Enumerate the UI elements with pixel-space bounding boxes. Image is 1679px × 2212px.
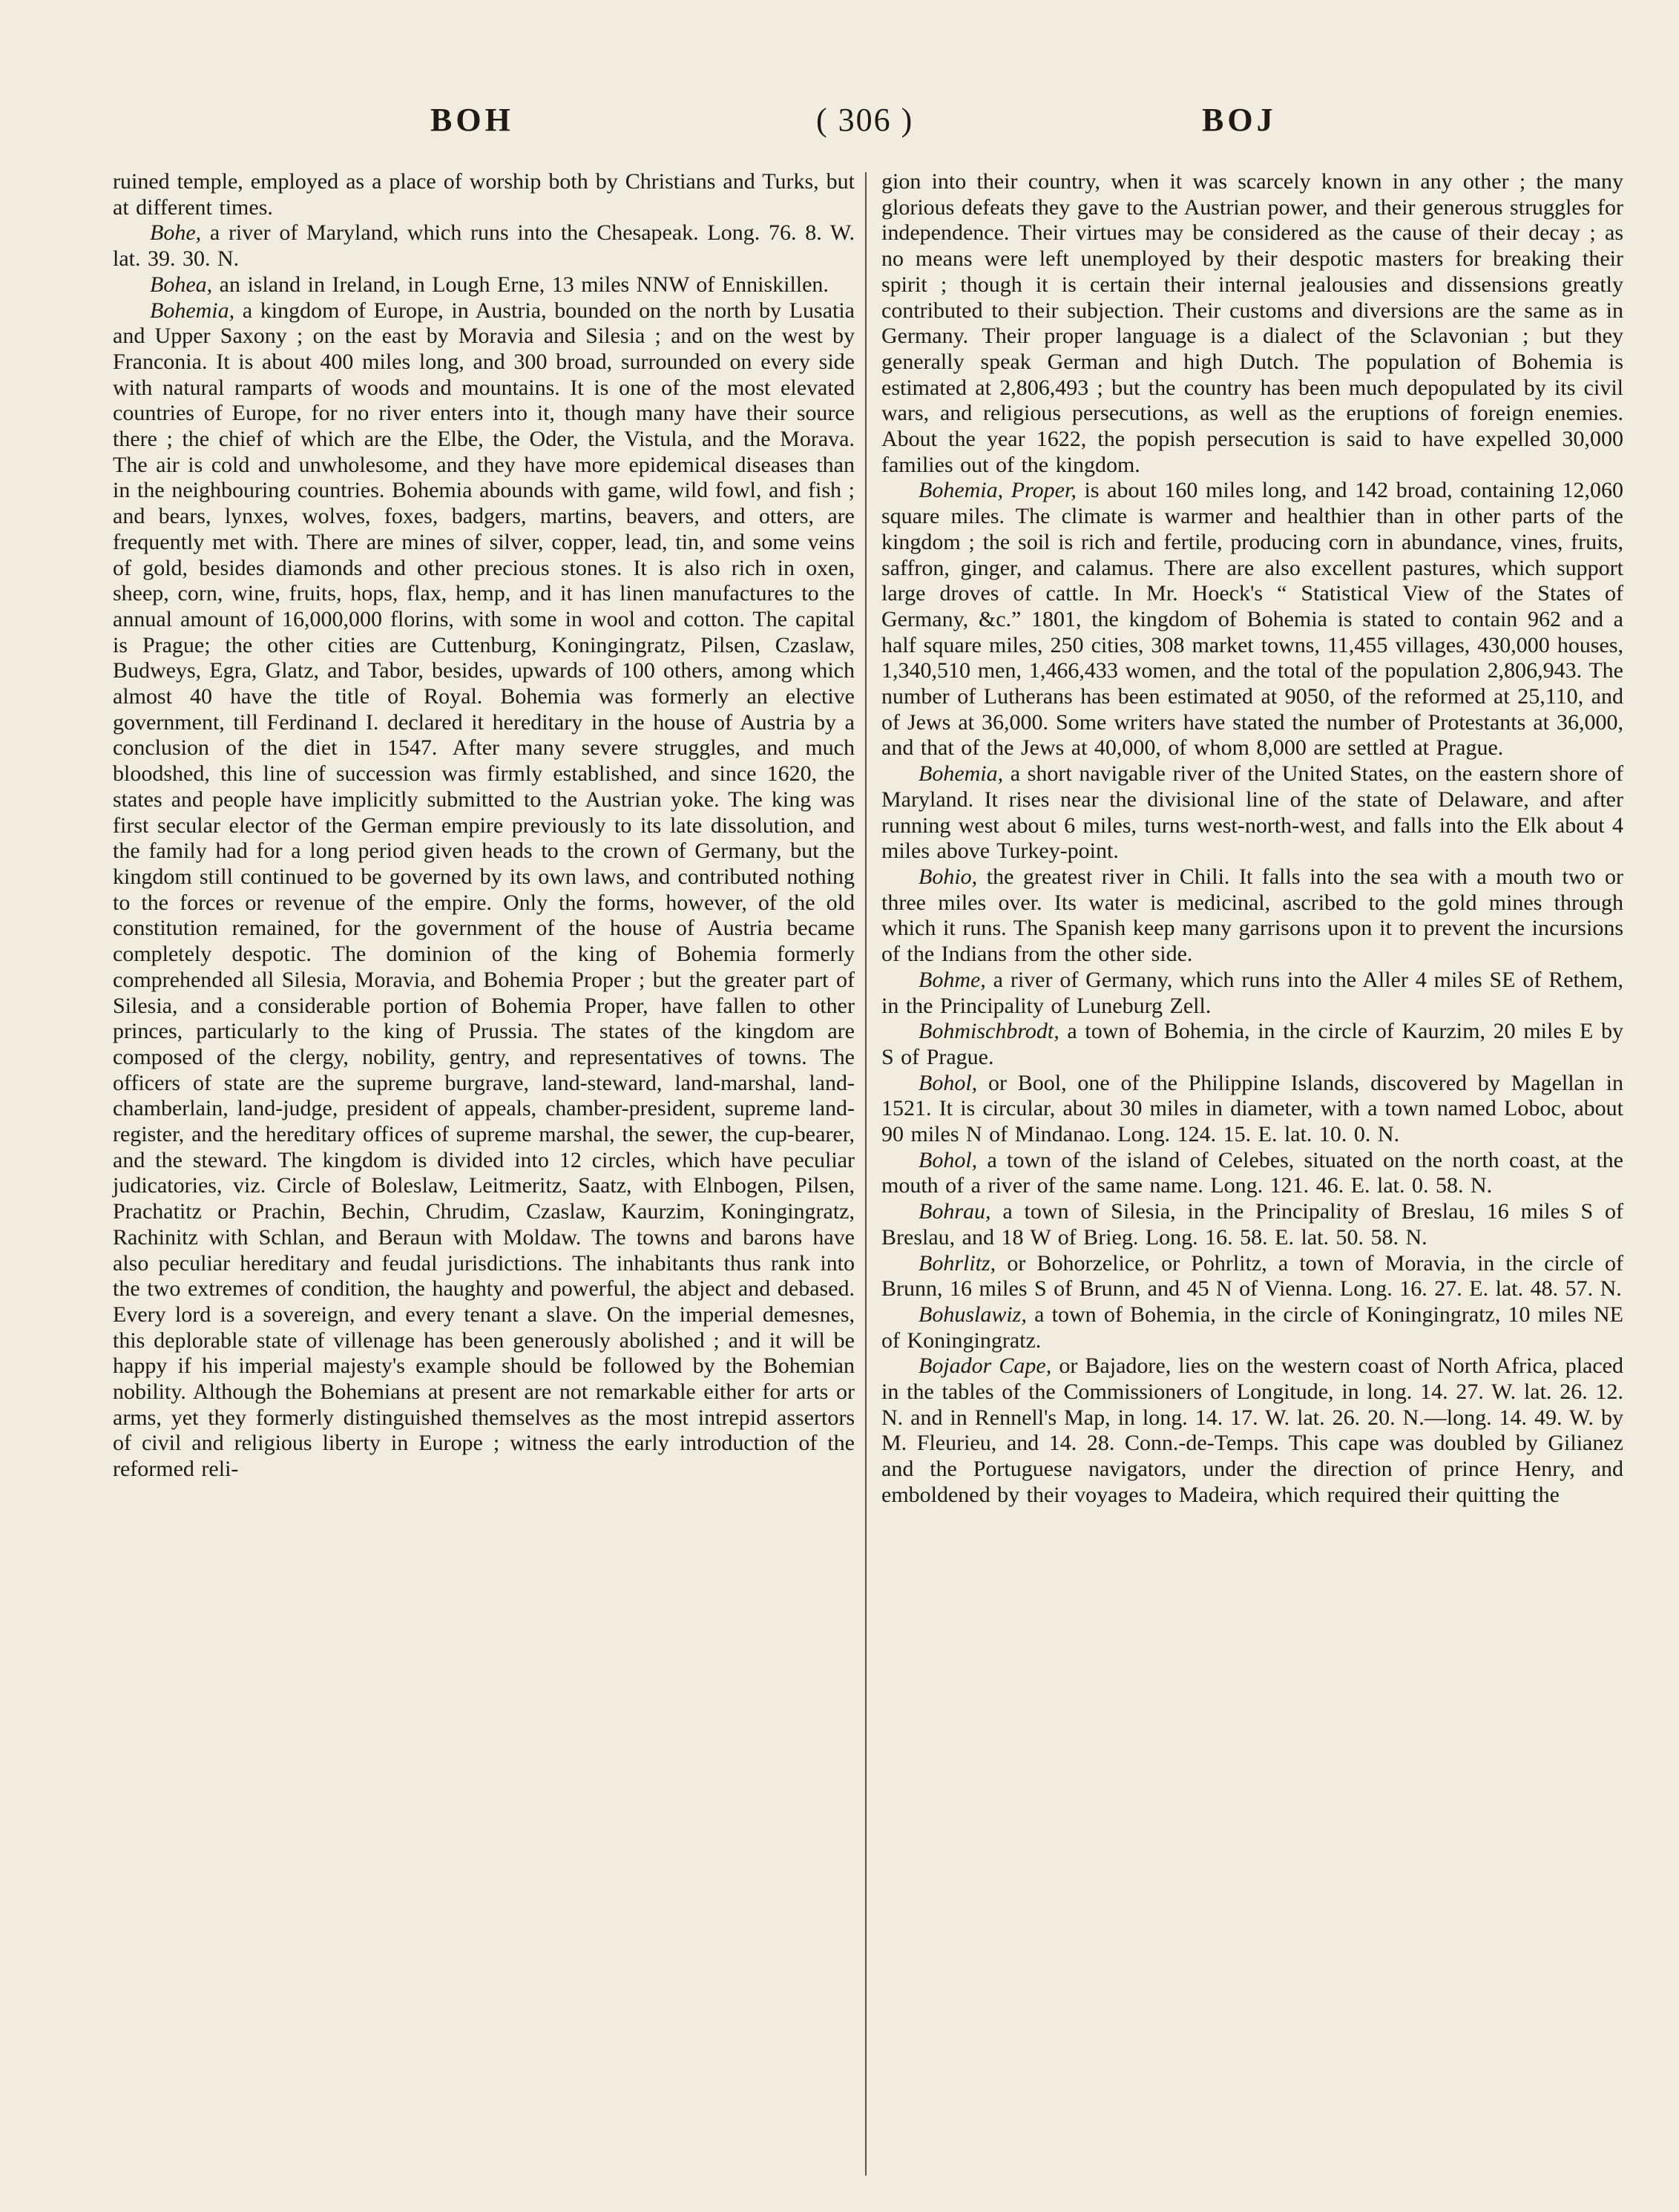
dictionary-entry xyxy=(113,169,855,220)
dictionary-entry xyxy=(881,1199,1623,1250)
entry-text: gion into their country, when it was scarcely known in any other ; the many glorious defeats they gave to the Austrian power, and their generous struggles for independence. Their virtues may be considered as the cause of their decay ; as no means were left unemployed by their despotic masters for breaking their spirit ; though it is certain their internal jealousies and dissensions greatly contributed to their subjection. Their customs and diversions are the same as in Germany. Their proper language is a dialect of the Sclavonian ; but they generally speak German and high Dutch. The population of Bohemia is estimated at 2,806,493 ; but the country has been much depopulated by its civil wars, and religious persecutions, as well as the eruptions of foreign enemies. About the year 1622, the popish persecution is said to have expelled 30,000 families out of the kingdom. xyxy=(881,169,1623,477)
dictionary-entry xyxy=(881,478,1623,761)
dictionary-entry xyxy=(881,968,1623,1019)
dictionary-entry xyxy=(881,1071,1623,1148)
dictionary-entry xyxy=(113,272,855,298)
entry-text: a kingdom of Europe, in Austria, bounded on the north by Lusatia and Upper Saxony ; on the east by Moravia and Silesia ; and on the west by Franconia. It is about 400 miles long, and 300 broad, surrounded on every side with natural ramparts of woods and mountains. It is one of the most elevated countries of Europe, for no river enters into it, though many have their source there ; the chief of which are the Elbe, the Oder, the Vistula, and the Morava. The air is cold and unwholesome, and they have more epidemical diseases than in the neighbouring countries. Bohemia abounds with game, wild fowl, and fish ; and bears, lynxes, wolves, foxes, badgers, martins, beavers, and otters, are frequently met with. There are mines of silver, copper, lead, tin, and some veins of gold, besides diamonds and other precious stones. It is also rich in oxen, sheep, corn, wine, fruits, hops, flax, hemp, and it has linen manufactures to the annual amount of 16,000,000 florins, with some in wool and cotton. The capital is Prague; the other cities are Cuttenburg, Koningingratz, Pilsen, Czaslaw, Budweys, Egra, Glatz, and Tabor, besides, upwards of 100 others, among which almost 40 have the title of Royal. Bohemia was formerly an elective government, till Ferdinand I. declared it hereditary in the house of Austria by a conclusion of the diet in 1547. After many severe struggles, and much bloodshed, this line of succession was firmly established, and since 1620, the states and people have implicitly submitted to the Austrian yoke. The king was first secular elector of the German empire previously to its late dissolution, and the family had for a long period given heads to the crown of Germany, but the kingdom still continued to be governed by its own laws, and contributed nothing to the forces or revenue of the empire. Only the forms, however, of the old constitution remained, for the government of the house of Austria became completely despotic. The dominion of the king of Bohemia formerly comprehended all Silesia, Moravia, and Bohemia Proper ; but the greater part of Silesia, and a considerable portion of Bohemia Proper, have fallen to other princes, particularly to the king of Prussia. The states of the kingdom are composed of the clergy, nobility, gentry, and representatives of towns. The officers of state are the supreme burgrave, land-steward, land-marshal, land-chamberlain, land-judge, president of appeals, chamber-president, supreme land-register, and the hereditary offices of supreme marshal, the sewer, the cup-bearer, and the steward. The kingdom is divided into 12 circles, which have peculiar judicatories, viz. Circle of Boleslaw, Leitmeritz, Saatz, with Elnbogen, Pilsen, Prachatitz or Prachin, Bechin, Chrudim, Czaslaw, Kaurzim, Koningingratz, Rachinitz with Schlan, and Beraun with Moldaw. The towns and barons have also peculiar hereditary and feudal jurisdictions. The inhabitants thus rank into the two extremes of condition, the haughty and powerful, the abject and debased. Every lord is a sovereign, and every tenant a slave. On the imperial demesnes, this deplorable state of villenage has been generously abolished ; and it will be happy if his imperial majesty's example should be followed by the Bohemian nobility. Although the Bohemians at present are not remarkable either for arts or arms, yet they formerly distinguished themselves as the most intrepid assertors of civil and religious liberty in Europe ; witness the early introduction of the reformed reli- xyxy=(113,298,855,1482)
entry-text: a river of Germany, which runs into the Aller 4 miles SE of Rethem, in the Principality of Luneburg Zell. xyxy=(881,967,1623,1018)
dictionary-entry xyxy=(881,1251,1623,1302)
entry-text: ruined temple, employed as a place of worship both by Christians and Turks, but at different times. xyxy=(113,169,855,220)
entry-headword: Bohmischbrodt, xyxy=(919,1019,1059,1044)
dictionary-entry xyxy=(113,220,855,272)
entry-headword: Bohea, xyxy=(150,272,213,297)
entry-headword: Bohrlitz, xyxy=(919,1250,996,1276)
entry-headword: Bohrau, xyxy=(919,1199,991,1224)
dictionary-entry xyxy=(881,169,1623,478)
entry-text: a town of Bohemia, in the circle of Kaurzim, 20 miles E by S of Prague. xyxy=(881,1019,1623,1069)
dictionary-entry xyxy=(881,761,1623,864)
entry-text: or Bohorzelice, or Pohrlitz, a town of Moravia, in the circle of Brunn, 16 miles S of Brunn, and 45 N of Vienna. Long. 16. 27. E. lat. 48. 57. N. xyxy=(881,1250,1623,1302)
entry-text: a town of Silesia, in the Principality of Breslau, 16 miles S of Breslau, and 18 W of Brieg. Long. 16. 58. E. lat. 50. 58. N. xyxy=(881,1199,1623,1250)
dictionary-entry xyxy=(113,298,855,1483)
running-header xyxy=(430,101,1358,153)
entry-headword: Bohemia, Proper, xyxy=(919,478,1077,503)
entry-headword: Bohuslawiz, xyxy=(919,1302,1027,1327)
page-number: ( 306 ) xyxy=(816,102,914,138)
entry-headword: Bohme, xyxy=(919,967,986,992)
column-divider xyxy=(865,172,867,2176)
entry-text: a river of Maryland, which runs into the Chesapeak. Long. 76. 8. W. lat. 39. 30. N. xyxy=(113,220,855,272)
dictionary-entry xyxy=(881,864,1623,968)
header-left-guideword: BOH xyxy=(430,102,514,138)
entry-headword: Bohemia, xyxy=(919,761,1004,787)
left-column xyxy=(113,169,855,1483)
entry-text: or Bool, one of the Philippine Islands, discovered by Magellan in 1521. It is circular, about 30 miles in diameter, with a town named Loboc, about 90 miles N of Mindanao. Long. 124. 15. E. lat. 10. 0. N. xyxy=(881,1070,1623,1147)
entry-headword: Bojador Cape, xyxy=(919,1353,1052,1379)
entry-headword: Bohemia, xyxy=(150,298,235,323)
entry-text: or Bajadore, lies on the western coast of North Africa, placed in the tables of the Commissioners of Longitude, in long. 14. 27. W. lat. 26. 12. N. and in Rennell's Map, in long. 14. 17. W. lat. 26. 20. N.—long. 14. 49. W. by M. Fleurieu, and 14. 28. Conn.-de-Temps. This cape was doubled by Gilianez and the Portuguese navigators, under the direction of prince Henry, and emboldened by their voyages to Madeira, which required their quitting the xyxy=(881,1353,1623,1507)
entry-text: a short navigable river of the United States, on the eastern shore of Maryland. It rises near the divisional line of the state of Delaware, and after running west about 6 miles, turns west-north-west, and falls into the Elk about 4 miles above Turkey-point. xyxy=(881,761,1623,864)
entry-text: a town of the island of Celebes, situated on the north coast, at the mouth of a river of the same name. Long. 121. 46. E. lat. 0. 58. N. xyxy=(881,1147,1623,1198)
entry-text: a town of Bohemia, in the circle of Koningingratz, 10 miles NE of Koningingratz. xyxy=(881,1302,1623,1353)
entry-text: the greatest river in Chili. It falls into the sea with a mouth two or three miles over. Its water is medicinal, ascribed to the gold mines through which it runs. The Spanish keep many garrisons upon it to prevent the incursions of the Indians from the other side. xyxy=(881,864,1623,967)
entry-headword: Bohe, xyxy=(150,220,202,246)
entry-text: is about 160 miles long, and 142 broad, containing 12,060 square miles. The climate is warmer and healthier than in other parts of the kingdom ; the soil is rich and fertile, producing corn in abundance, vines, fruits, saffron, ginger, and calamus. There are also excellent pastures, which support large droves of cattle. In Mr. Hoeck's “ Statistical View of the States of Germany, &c.” 1801, the kingdom of Bohemia is stated to contain 962 and a half square miles, 250 cities, 308 market towns, 11,455 villages, 430,000 houses, 1,340,510 men, 1,466,433 women, and the total of the population 2,806,943. The number of Lutherans has been estimated at 9050, of the reformed at 25,110, and of Jews at 36,000. Some writers have stated the number of Protestants at 36,000, and that of the Jews at 40,000, of whom 8,000 are settled at Prague. xyxy=(881,478,1623,761)
dictionary-entry xyxy=(881,1019,1623,1070)
entry-headword: Bohol, xyxy=(919,1070,978,1095)
entry-text: an island in Ireland, in Lough Erne, 13 miles NNW of Enniskillen. xyxy=(212,272,829,297)
dictionary-entry xyxy=(881,1302,1623,1353)
dictionary-entry xyxy=(881,1148,1623,1199)
dictionary-entry xyxy=(881,1353,1623,1508)
header-right-guideword: BOJ xyxy=(1202,102,1277,138)
entry-headword: Bohio, xyxy=(919,864,978,889)
entry-headword: Bohol, xyxy=(919,1147,978,1172)
right-column xyxy=(881,169,1623,1509)
